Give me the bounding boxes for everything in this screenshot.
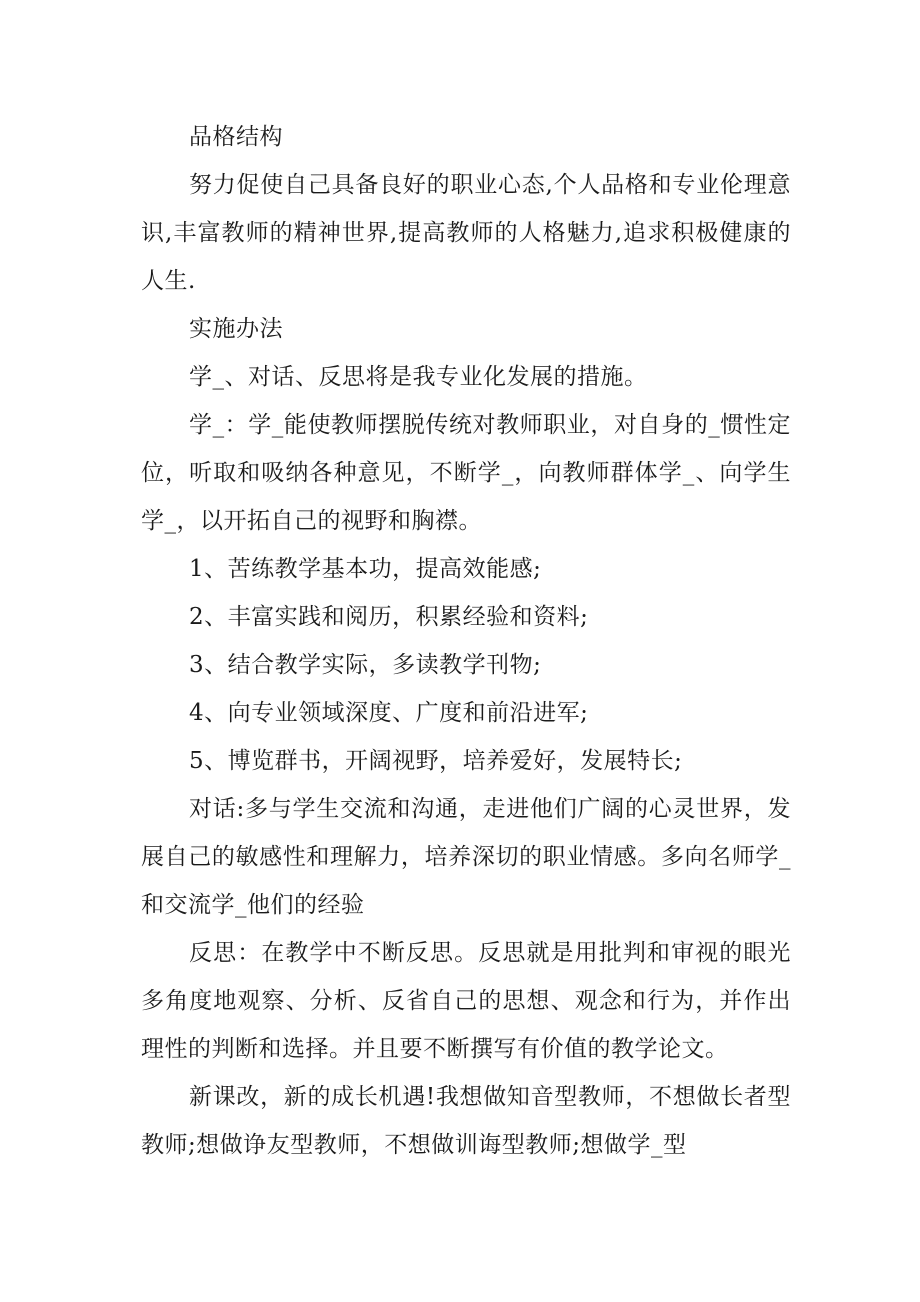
paragraph-dialogue: 对话:多与学生交流和沟通，走进他们广阔的心灵世界，发展自己的敏感性和理解力，培养深切的职业情感。多向名师学_和交流学_他们的经验: [141, 796, 791, 918]
paragraph-character-goal: 努力促使自己具备良好的职业心态,个人品格和专业伦理意识,丰富教师的精神世界,提高教师的人格魅力,追求积极健康的人生.: [141, 172, 791, 294]
heading-character-structure: 品格结构: [189, 124, 283, 150]
list-item-2: 2、丰富实践和阅历，积累经验和资料;: [189, 604, 589, 630]
paragraph-learning: 学_：学_能使教师摆脱传统对教师职业，对自身的_惯性定位，听取和吸纳各种意见，不断学_，向教师群体学_、向学生学_，以开拓自己的视野和胸襟。: [141, 412, 791, 534]
list-item-5: 5、博览群书，开阔视野，培养爱好，发展特长;: [189, 748, 683, 774]
paragraph-new-curriculum: 新课改，新的成长机遇!我想做知音型教师，不想做长者型教师;想做诤友型教师，不想做训诲型教师;想做学_型: [141, 1084, 791, 1158]
document-body: [141, 113, 791, 1169]
paragraph-reflection: 反思：在教学中不断反思。反思就是用批判和审视的眼光多角度地观察、分析、反省自己的思想、观念和行为，并作出理性的判断和选择。并且要不断撰写有价值的教学论文。: [141, 940, 791, 1062]
paragraph-measures: 学_、对话、反思将是我专业化发展的措施。: [189, 364, 648, 390]
list-item-4: 4、向专业领域深度、广度和前沿进军;: [189, 700, 589, 726]
heading-implementation-methods: 实施办法: [189, 316, 283, 342]
list-item-3: 3、结合教学实际，多读教学刊物;: [189, 652, 542, 678]
list-item-1: 1、苦练教学基本功，提高效能感;: [189, 556, 542, 582]
